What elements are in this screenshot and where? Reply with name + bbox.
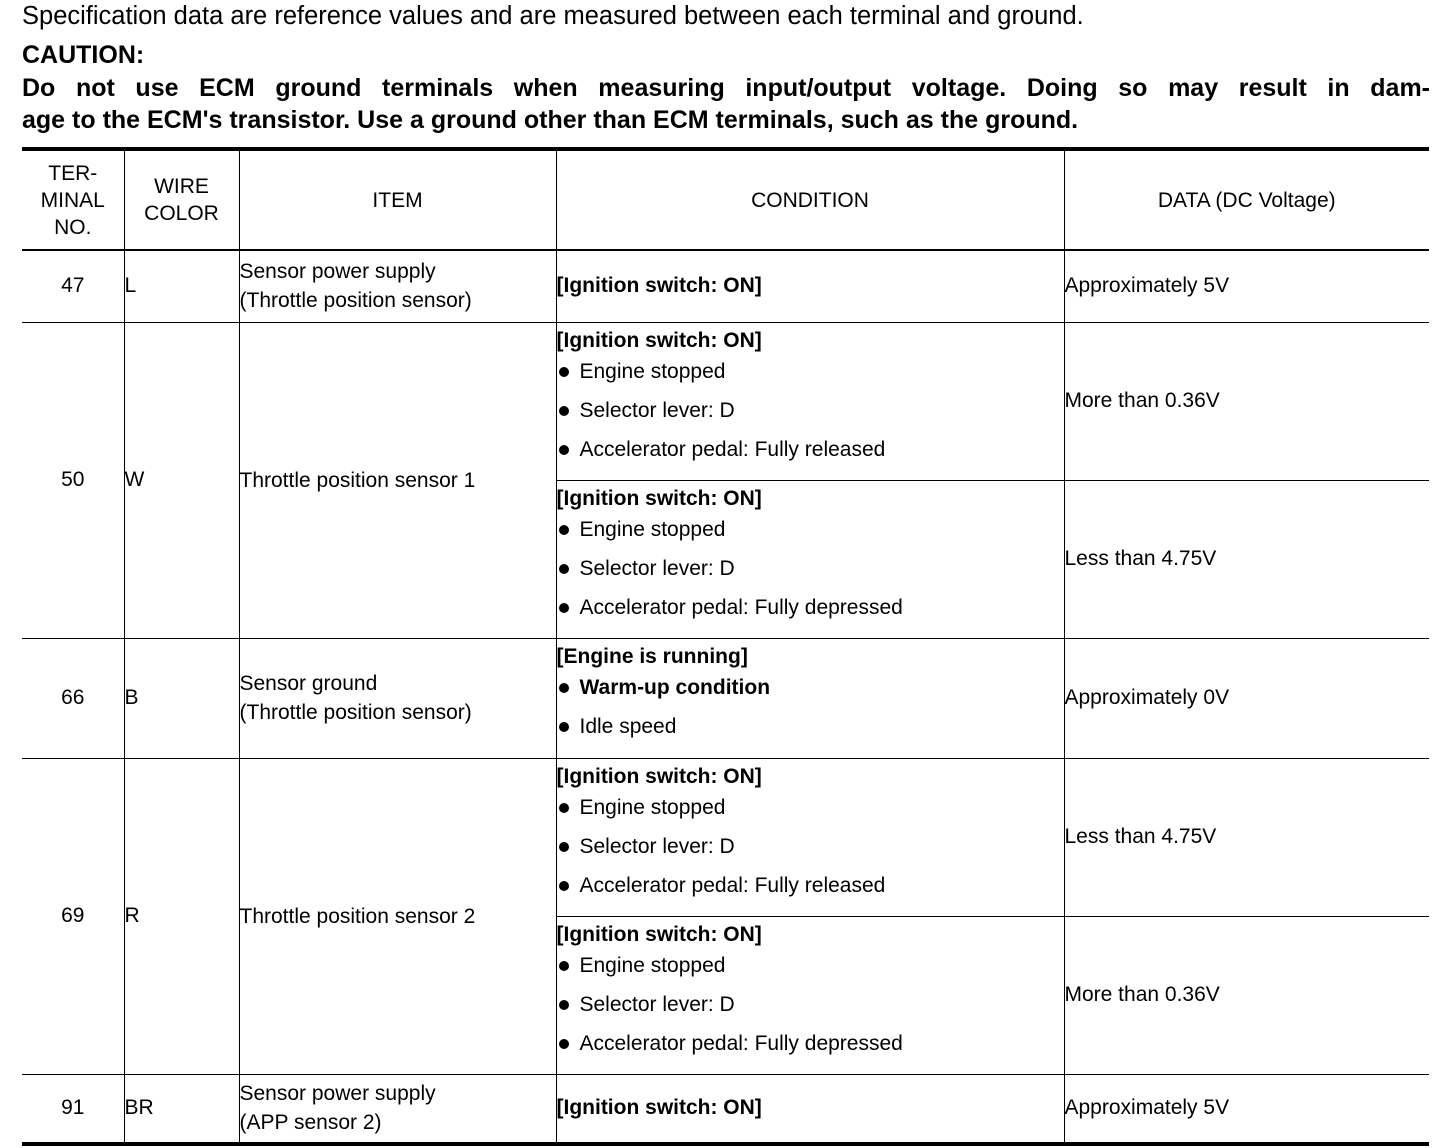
condition-cell [556,250,1064,322]
bullet-dot-icon [559,1039,569,1049]
condition-title: [Ignition switch: ON] [556,274,762,298]
wire-color-cell: R [124,758,239,1074]
bullet-text: Idle speed [579,715,677,738]
header-terminal-line: TER- [48,161,98,185]
terminal-spec-table [22,147,1429,1146]
item-line: (Throttle position sensor) [239,701,472,724]
data-value-cell: Approximately 5V [1064,1074,1429,1144]
condition-bullet [557,867,1064,906]
condition-bullet [557,511,1064,550]
condition-bullet [557,708,1064,747]
condition-cell [556,1074,1064,1144]
bullet-dot-icon [559,881,569,891]
condition-bullet [557,789,1064,828]
condition-bullet [557,669,1064,708]
condition-bullet [557,589,1064,628]
bullet-dot-icon [559,525,569,535]
wire-color-cell: L [124,250,239,322]
caution-title: CAUTION: [22,41,145,69]
header-wire-line: WIRE [154,175,209,198]
caution-line-2: age to the ECM's transistor. Use a ground other than ECM terminals, such as the ground. [22,106,1079,134]
table-row [22,250,1429,322]
condition-bullet [557,1025,1064,1064]
bullet-text: Engine stopped [579,518,726,541]
condition-title: [Ignition switch: ON] [556,328,762,352]
intro-text: Specification data are reference values and are measured between each terminal and ground. [22,2,1084,30]
data-value-cell: Approximately 5V [1064,250,1429,322]
bullet-dot-icon [559,603,569,613]
bullet-dot-icon [559,722,569,732]
condition-bullet [557,431,1064,470]
condition-title: [Ignition switch: ON] [556,922,762,946]
item-line: Sensor ground [239,672,378,695]
item-cell [239,322,556,638]
condition-cell [556,322,1064,480]
header-wire-line: COLOR [144,202,219,225]
item-line: Sensor power supply [239,1082,436,1106]
item-line: Throttle position sensor 2 [239,904,476,928]
item-cell [239,638,556,758]
header-data: DATA (DC Voltage) [1064,149,1429,250]
bullet-dot-icon [559,961,569,971]
table-header-row [22,149,1429,250]
bullet-text: Accelerator pedal: Fully released [579,874,886,897]
header-terminal-no [22,149,124,250]
item-cell [239,1074,556,1144]
item-line: Throttle position sensor 1 [239,468,476,492]
header-condition: CONDITION [556,149,1064,250]
condition-title: [Ignition switch: ON] [556,1096,762,1120]
wire-color-cell: W [124,322,239,638]
item-cell [239,250,556,322]
condition-cell [556,758,1064,916]
data-value-cell: Less than 4.75V [1064,758,1429,916]
bullet-text: Engine stopped [579,954,726,977]
bullet-text: Accelerator pedal: Fully depressed [579,596,903,619]
wire-color-cell: B [124,638,239,758]
item-line: Sensor power supply [239,260,436,284]
table-row [22,638,1429,758]
header-terminal-line: MINAL [40,188,105,212]
header-item: ITEM [239,149,556,250]
bullet-text: Selector lever: D [579,399,735,422]
item-line: (APP sensor 2) [239,1111,382,1135]
condition-cell [556,916,1064,1074]
condition-title: [Ignition switch: ON] [556,486,762,510]
caution-line-1: Do not use ECM ground terminals when measuring input/output voltage. Doing so may result in dam- [22,74,1430,102]
condition-bullet [557,353,1064,392]
bullet-dot-icon [559,683,569,693]
caution-text [22,72,1430,136]
table-row [22,322,1429,480]
bullet-text: Accelerator pedal: Fully depressed [579,1032,903,1055]
bullet-dot-icon [559,1000,569,1010]
condition-bullet [557,986,1064,1025]
data-value-cell: Less than 4.75V [1064,480,1429,638]
table-row [22,758,1429,916]
terminal-no-cell: 50 [22,322,124,638]
condition-title: [Engine is running] [556,644,748,668]
bullet-text: Engine stopped [579,796,726,819]
terminal-no-cell: 47 [22,250,124,322]
bullet-text: Selector lever: D [579,993,735,1016]
terminal-no-cell: 91 [22,1074,124,1144]
terminal-no-cell: 69 [22,758,124,1074]
data-value-cell: More than 0.36V [1064,916,1429,1074]
condition-bullet [557,947,1064,986]
table-row [22,1074,1429,1144]
bullet-dot-icon [559,564,569,574]
bullet-dot-icon [559,406,569,416]
bullet-text: Accelerator pedal: Fully released [579,438,886,461]
condition-cell [556,638,1064,758]
bullet-dot-icon [559,445,569,455]
data-value-cell: Approximately 0V [1064,638,1429,758]
wire-color-cell: BR [124,1074,239,1144]
condition-bullet [557,392,1064,431]
terminal-no-cell: 66 [22,638,124,758]
item-line: (Throttle position sensor) [239,289,472,313]
bullet-dot-icon [559,803,569,813]
data-value-cell: More than 0.36V [1064,322,1429,480]
bullet-text: Warm-up condition [579,676,771,699]
bullet-dot-icon [559,842,569,852]
condition-bullet [557,550,1064,589]
header-wire-color [124,149,239,250]
condition-cell [556,480,1064,638]
item-cell [239,758,556,1074]
condition-title: [Ignition switch: ON] [556,764,762,788]
condition-bullet [557,828,1064,867]
bullet-text: Selector lever: D [579,835,735,858]
bullet-text: Selector lever: D [579,557,735,580]
header-terminal-line: NO. [54,215,92,239]
bullet-dot-icon [559,367,569,377]
bullet-text: Engine stopped [579,360,726,383]
